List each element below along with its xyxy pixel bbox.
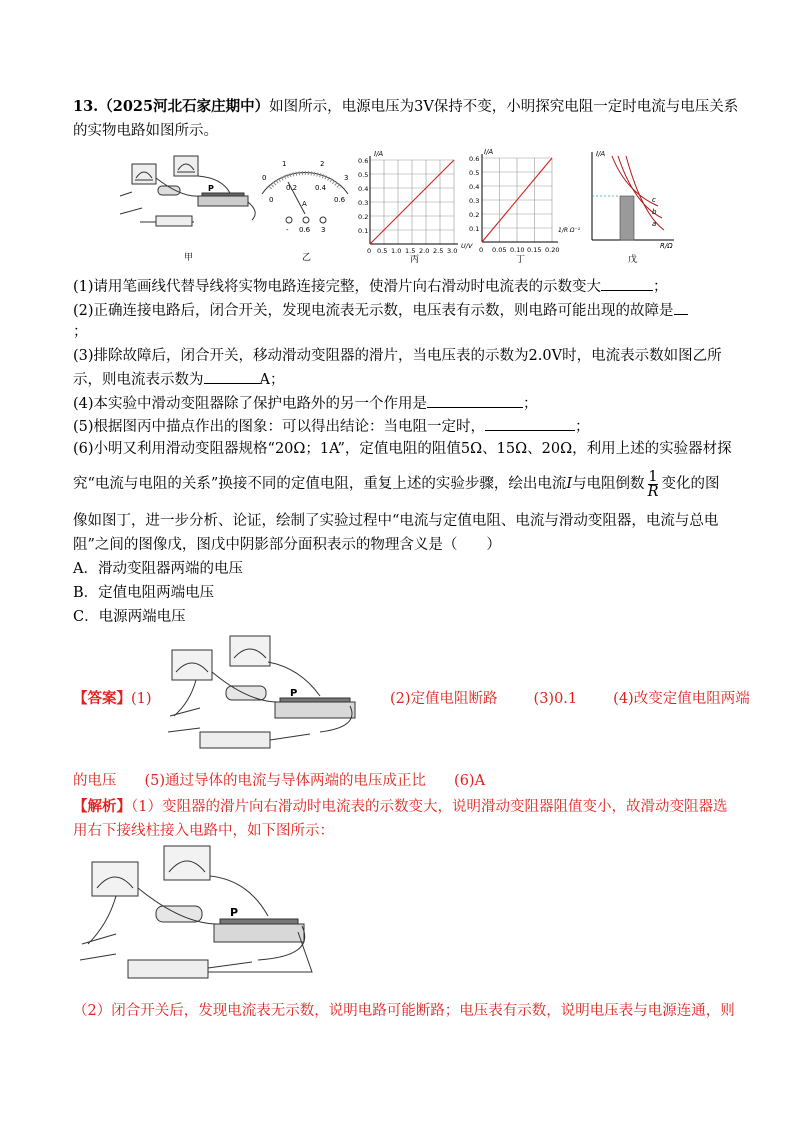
answer-blank-2[interactable]	[674, 299, 688, 315]
option-c[interactable]	[73, 606, 186, 628]
question-source: （2025河北石家庄期中）	[98, 98, 270, 115]
graph-bing-ylabel: I/A	[374, 150, 384, 158]
ammeter-figure-yi	[262, 160, 348, 263]
dial-unit: A	[302, 200, 307, 208]
fraction-1-over-r	[648, 470, 659, 499]
option-a[interactable]	[73, 558, 243, 580]
ding-ytick: 0.4	[469, 183, 480, 191]
ding-ytick: 0.5	[469, 169, 480, 177]
analysis-text-2: 用右下接线柱接入电路中，如下图所示：	[73, 823, 334, 839]
curve-label: b	[652, 208, 657, 216]
part-6-text-b1: 究“电流与电阻的关系”换接不同的定值电阻，重复上述的实验步骤，绘出电流	[73, 476, 567, 492]
ding-ytick: 0.2	[469, 211, 480, 219]
bing-xtick: 2.5	[433, 247, 444, 255]
ding-ytick: 0.6	[469, 155, 480, 163]
part-3-line-2	[73, 368, 284, 391]
answer-line-2	[73, 770, 485, 792]
part-4-text: (4)本实验中滑动变阻器除了保护电路外的另一个作用是	[73, 396, 428, 412]
part-1-end: ；	[653, 279, 668, 295]
answer-part-5: (5)通过导体的电流与导体两端的电压成正比	[144, 773, 427, 789]
part-3-text-b: 示，则电流表示数为	[73, 372, 204, 388]
answer-tag: 【答案】	[73, 690, 131, 707]
bing-xtick: 1.5	[405, 247, 416, 255]
dial-top-1: 1	[282, 160, 287, 168]
part-3-line-1	[73, 345, 722, 367]
dial-bottom-1: 0.2	[286, 184, 298, 192]
answer-part-3: (3)0.1	[533, 691, 578, 707]
part-1-text: (1)请用笔画线代替导线将实物电路连接完整，使滑片向右滑动时电流表的示数变大	[73, 279, 602, 295]
dial-bottom-0: 0	[269, 196, 274, 204]
part-6-line-2	[73, 468, 719, 500]
answer-part-2: (2)定值电阻断路	[390, 691, 498, 707]
fraction-numerator: 1	[648, 468, 658, 485]
dial-bottom-2: 0.4	[315, 184, 327, 192]
curve-label: c	[652, 196, 656, 204]
analysis-text-3: （2）闭合开关后，发现电流表无示数，说明电路可能断路；电压表有示数，说明电压表与电源连通，则	[73, 1003, 735, 1019]
current-symbol: I	[566, 476, 573, 492]
answer-circuit-figure	[160, 632, 365, 762]
part-6-text-b2: 与电阻倒数	[572, 476, 645, 492]
answer-line-1-left	[73, 688, 152, 710]
terminal-06: 0.6	[299, 226, 311, 234]
option-b[interactable]	[73, 582, 214, 604]
bing-ytick: 0.2	[358, 213, 369, 221]
ding-xtick: 0.10	[510, 246, 525, 254]
dial-top-2: 2	[320, 160, 325, 168]
answer-blank-3[interactable]	[204, 368, 260, 384]
part-6-line-1	[73, 438, 732, 460]
figure-label-yi: 乙	[302, 253, 312, 263]
figure-label-jia: 甲	[184, 253, 194, 263]
curve-label: a	[652, 220, 657, 228]
question-stem-line-2	[73, 120, 218, 142]
answer-part-6: (6)A	[454, 773, 486, 789]
part-2	[73, 299, 688, 322]
bing-xtick: 1.0	[391, 247, 402, 255]
part-5	[73, 415, 590, 438]
dial-top-0: 0	[262, 174, 267, 182]
answer-blank-4[interactable]	[427, 392, 523, 408]
analysis-line-2	[73, 820, 334, 842]
ding-ylabel: I/A	[484, 148, 494, 156]
part-6-text-a: (6)小明又利用滑动变阻器规格“20Ω；1A”，定值电阻的阻值5Ω、15Ω、20Ω，利用上述的实验器材探	[73, 441, 732, 457]
ding-xlabel: 1/R Ω⁻¹	[558, 227, 581, 234]
terminal-neg: -	[286, 226, 289, 234]
part-2-end: ；	[73, 324, 88, 340]
analysis-text-1: （1）变阻器的滑片向右滑动时电流表的示数变大，说明滑动变阻器阻值变小，故滑动变阻器选	[131, 799, 728, 815]
analysis-slider-p: P	[230, 906, 239, 919]
answer-slider-p: P	[290, 688, 298, 699]
bing-xlabel: U/V	[461, 242, 473, 250]
wu-xlabel: R/Ω	[660, 242, 673, 250]
bing-xtick: 0.5	[377, 247, 388, 255]
option-c-text: C．电源两端电压	[73, 609, 186, 625]
ding-ytick: 0.1	[469, 225, 480, 233]
shaded-area	[620, 196, 634, 240]
circuit-figure-jia	[120, 156, 255, 263]
analysis-circuit-svg	[72, 840, 322, 988]
ding-xtick: 0.20	[545, 246, 560, 254]
analysis-tag: 【解析】	[73, 798, 131, 815]
fraction-denominator: R	[647, 483, 659, 500]
answer-part-4: (4)改变定值电阻两端	[613, 691, 750, 707]
ding-xtick: 0.05	[492, 246, 507, 254]
answer-blank-5[interactable]	[485, 415, 575, 431]
answer-circuit-svg	[160, 632, 365, 762]
bing-xtick: 3.0	[447, 247, 458, 255]
stem-text-2: 的实物电路如图所示。	[73, 123, 218, 139]
analysis-line-1	[73, 796, 727, 818]
part-5-end: ；	[575, 419, 590, 435]
figures-svg	[112, 148, 702, 266]
figure-label-wu: 戊	[628, 255, 638, 265]
part-2-end-line	[73, 321, 88, 343]
ding-xtick: 0.15	[527, 246, 542, 254]
bing-ytick: 0.5	[358, 171, 369, 179]
part-6-text-c: 像如图丁，进一步分析、论证，绘制了实验过程中“电流与定值电阻、电流与滑动变阻器，电流与总电	[73, 513, 719, 529]
graph-wu	[592, 150, 674, 265]
part-5-text: (5)根据图丙中描点作出的图象：可以得出结论：当电阻一定时，	[73, 419, 486, 435]
part-6-line-4	[73, 534, 501, 556]
bing-ytick: 0.1	[358, 227, 369, 235]
bing-xtick: 2.0	[419, 247, 430, 255]
answer-line-1-right	[390, 688, 750, 710]
part-4-end: ；	[523, 396, 538, 412]
slider-p-label: P	[208, 184, 214, 193]
part-6-text-d: 阻”之间的图像戊，图戊中阴影部分面积表示的物理含义是（ ）	[73, 537, 501, 553]
option-a-text: A．滑动变阻器两端的电压	[73, 561, 243, 577]
part-6-line-3	[73, 510, 718, 532]
analysis-circuit-figure	[72, 840, 322, 988]
answer-part-1: (1)	[131, 691, 152, 707]
terminal-3: 3	[321, 226, 326, 234]
wu-ylabel: I/A	[596, 150, 606, 158]
part-3-text-a: (3)排除故障后，闭合开关，移动滑动变阻器的滑片，当电压表的示数为2.0V时，电流表示数如图乙所	[73, 348, 722, 364]
figure-label-ding: 丁	[516, 255, 526, 265]
stem-text-1: 如图所示，电源电压为3V保持不变，小明探究电阻一定时电流与电压关系	[269, 99, 739, 115]
analysis-line-3	[73, 1000, 735, 1022]
bing-ytick: 0.6	[358, 157, 369, 165]
part-3-end: A；	[259, 372, 285, 388]
answer-part-4-cont: 的电压	[73, 773, 117, 789]
part-2-text: (2)正确连接电路后，闭合开关，发现电流表无示数，电压表有示数，则电路可能出现的故障是	[73, 303, 674, 319]
dial-bottom-3: 0.6	[334, 196, 346, 204]
dial-top-3: 3	[344, 174, 349, 182]
figure-label-bing: 丙	[410, 255, 420, 265]
bing-xtick: 0	[367, 247, 372, 255]
ding-ytick: 0.3	[469, 197, 480, 205]
option-b-text: B．定值电阻两端电压	[73, 585, 215, 601]
graph-bing	[358, 150, 473, 265]
graph-ding	[469, 148, 581, 265]
bing-ytick: 0.3	[358, 199, 369, 207]
answer-blank-1[interactable]	[601, 275, 653, 291]
bing-ytick: 0.4	[358, 185, 369, 193]
part-6-text-b3: 变化的图	[661, 476, 720, 492]
ding-xtick: 0	[479, 246, 484, 254]
part-4	[73, 392, 538, 415]
question-number: 13.	[73, 98, 99, 115]
figure-row	[112, 148, 702, 266]
part-1	[73, 275, 668, 298]
question-stem-line-1	[73, 96, 738, 118]
